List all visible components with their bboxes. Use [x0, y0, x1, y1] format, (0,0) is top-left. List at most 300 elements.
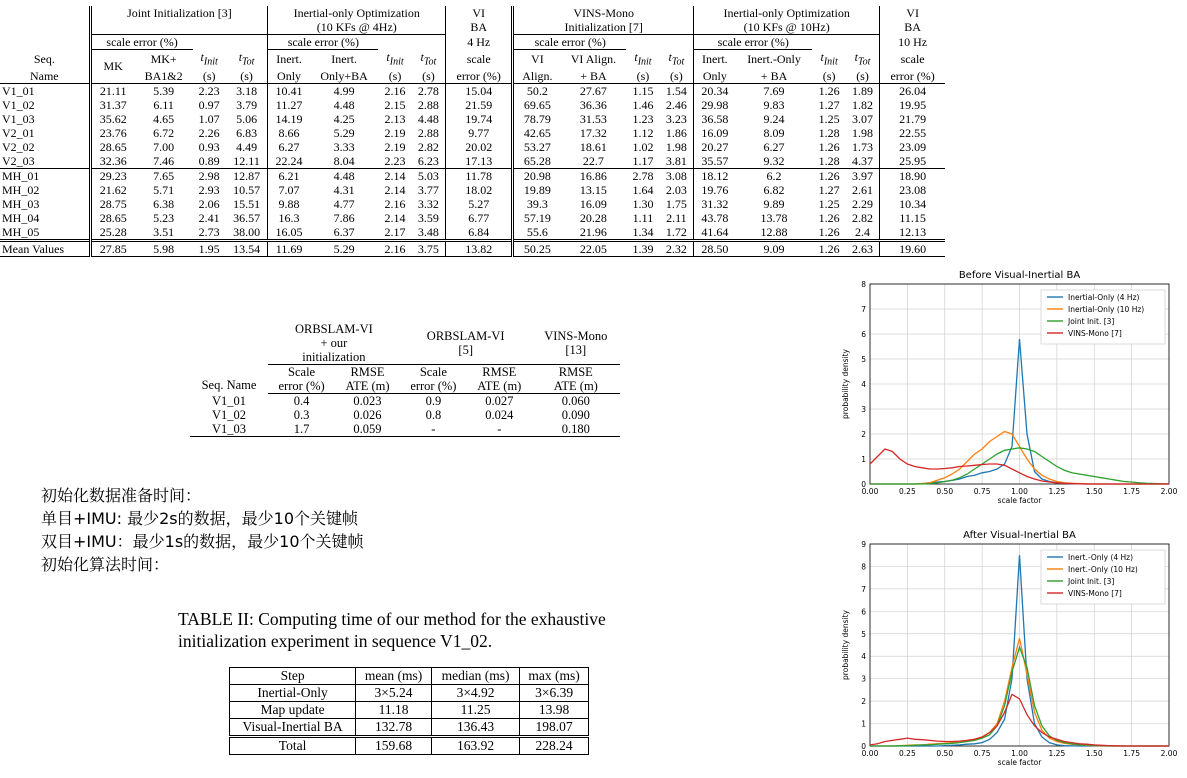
chart-before-ba	[838, 266, 1187, 516]
value-cell: 3.32	[417, 196, 439, 211]
header-cell: max (ms)	[520, 668, 589, 685]
value-cell: 4.48	[417, 111, 439, 126]
table-row	[230, 685, 589, 702]
value-cell: 12.13	[880, 225, 945, 241]
seq-name-cell: MH_01	[0, 168, 90, 183]
value-cell: 0.9	[425, 394, 442, 408]
value-cell: 69.65	[513, 98, 561, 112]
value-cell: 5.27	[446, 197, 513, 211]
value-cell: 6.2	[736, 168, 813, 183]
value-cell: 1.89	[846, 83, 880, 98]
value-cell: 0.026	[353, 408, 382, 422]
value-cell: 9.09	[736, 240, 813, 256]
value-cell: 1.73	[852, 139, 874, 154]
value-cell: 2.41	[198, 210, 220, 225]
x-tick-label: 0.75	[973, 749, 991, 758]
value-cell: 3.77	[417, 182, 439, 197]
y-tick-label: 5	[861, 355, 866, 364]
value-cell: 3.07	[852, 111, 874, 126]
value-cell: 36.36	[579, 97, 607, 112]
value-cell: 9.32	[763, 153, 785, 168]
value-cell: 18.61	[579, 139, 607, 154]
col-mkba-a: MK+	[150, 52, 177, 67]
table-row	[230, 702, 589, 719]
value-cell: 2.14	[384, 182, 406, 197]
hz10-label: 10 Hz	[880, 35, 945, 50]
col-unit: (s)	[626, 69, 659, 84]
seq-name-cell: MH_05	[2, 224, 40, 239]
col-scale-a: Scale	[400, 365, 467, 380]
col-inert-b: Only	[268, 69, 310, 84]
value-cell: 2.15	[384, 97, 406, 112]
value-cell: 42.65	[513, 126, 561, 140]
value-cell: 2.17	[384, 224, 406, 239]
value-cell: 2.73	[198, 224, 220, 239]
value-cell: 27.67	[561, 83, 627, 98]
value-cell: 0.93	[198, 139, 220, 154]
group-vins-13: VINS-Mono [13]	[544, 329, 608, 357]
col-viba-b: + BA	[561, 69, 627, 84]
x-tick-label: 1.75	[1123, 487, 1140, 496]
x-tick-label: 1.00	[1011, 487, 1028, 496]
group-joint-init: Joint Initialization [3]	[90, 6, 268, 20]
value-cell: 5.29	[333, 125, 355, 140]
value-cell: 1.46	[632, 97, 654, 112]
value-cell: 22.55	[880, 126, 945, 140]
table-row	[0, 240, 945, 256]
col-err: error (%)	[446, 69, 513, 84]
value-cell: 2.16	[378, 83, 411, 98]
value-cell: 19.76	[694, 183, 736, 197]
value-cell: 16.09	[579, 196, 607, 211]
value-cell: 7.00	[153, 139, 175, 154]
chart-title: After Visual-Inertial BA	[963, 530, 1076, 541]
value-cell: 2.82	[852, 210, 874, 225]
legend-label: Inertial-Only (10 Hz)	[1068, 305, 1145, 314]
y-tick-label: 3	[861, 405, 866, 414]
value-cell: 32.36	[90, 154, 135, 169]
legend-label: Inertial-Only (4 Hz)	[1068, 293, 1140, 302]
value-cell: 31.32	[694, 197, 736, 211]
table-row	[0, 83, 945, 98]
x-tick-label: 1.75	[1123, 749, 1140, 758]
value-cell: 19.60	[880, 240, 945, 256]
y-tick-label: 6	[861, 330, 866, 339]
x-tick-label: 1.25	[1048, 749, 1066, 758]
value-cell: 1.15	[626, 83, 659, 98]
x-tick-label: 2.00	[1160, 487, 1178, 496]
table-row	[190, 394, 620, 409]
value-cell: 16.05	[268, 225, 310, 241]
legend-label: Joint Init. [3]	[1068, 577, 1115, 586]
seq-name-cell: MH_03	[2, 196, 40, 211]
value-cell: 2.61	[852, 182, 874, 197]
value-cell: 50.2	[513, 83, 561, 98]
value-cell: 1.25	[818, 196, 840, 211]
value-cell: 6.38	[153, 196, 175, 211]
col-inert10ba-b: + BA	[736, 69, 813, 84]
value-cell: 23.08	[880, 183, 945, 197]
caption-line: initialization experiment in sequence V1_02.	[178, 631, 493, 651]
col-tinit: $t_{Init}$	[820, 49, 838, 67]
col-unit: (s)	[226, 69, 268, 84]
value-cell: 2.23	[384, 153, 406, 168]
table-row	[190, 408, 620, 422]
value-cell: 19.74	[446, 112, 513, 126]
x-axis-label: scale factor	[997, 496, 1042, 505]
value-cell: 3.33	[333, 139, 355, 154]
value-cell: -	[400, 422, 467, 437]
value-cell: 2.82	[417, 139, 439, 154]
value-cell: 2.63	[846, 240, 880, 256]
y-tick-label: 7	[861, 305, 866, 314]
value-cell: 2.16	[378, 240, 411, 256]
value-cell: 0.180	[532, 422, 620, 437]
value-cell: 17.32	[579, 125, 607, 140]
value-cell: 9.88	[268, 197, 310, 211]
notes	[41, 484, 364, 576]
seq-name-cell: V2_03	[2, 153, 35, 168]
value-cell: 0.090	[561, 408, 590, 422]
value-cell: 2.16	[384, 196, 406, 211]
value-cell: 2.19	[384, 125, 406, 140]
value-cell: 1.34	[632, 224, 654, 239]
value-cell: 11.69	[268, 240, 310, 256]
col-tinit: $t_{Init}$	[386, 49, 404, 67]
value-cell: 19.89	[513, 183, 561, 197]
value-cell: 6.72	[153, 125, 175, 140]
value-cell: 4.49	[236, 139, 258, 154]
value-cell: 2.4	[855, 224, 871, 239]
value-cell: 3.48	[417, 224, 439, 239]
value-cell: 53.27	[513, 140, 561, 154]
scale-error-label: scale error (%)	[90, 35, 192, 50]
value-cell: 10.57	[233, 182, 261, 197]
value-cell: 22.7	[582, 153, 604, 168]
value-cell: 21.79	[880, 112, 945, 126]
value-cell: 1.07	[198, 111, 220, 126]
value-cell: 1.26	[812, 168, 845, 183]
value-cell: 18.12	[694, 168, 736, 183]
x-tick-label: 0.75	[973, 487, 991, 496]
y-axis-label: probability density	[841, 349, 850, 419]
value-cell: 4.99	[310, 83, 379, 98]
col-inert10ba-a: Inert.-Only	[747, 52, 801, 67]
step-cell: Inertial-Only	[230, 685, 356, 702]
value-cell: 11.27	[268, 98, 310, 112]
note-line: 双目+IMU：最少1s的数据，最少10个关键帧	[41, 532, 364, 551]
value-cell: 2.11	[666, 210, 687, 225]
value-cell: 28.65	[90, 211, 135, 225]
value-cell: 20.98	[513, 168, 561, 183]
seq-name-cell: V2_01	[2, 125, 35, 140]
table-row	[0, 126, 945, 140]
value-cell: 198.07	[520, 719, 589, 737]
value-cell: 136.43	[431, 719, 519, 737]
value-cell: 1.39	[626, 240, 659, 256]
value-cell: 3.79	[236, 97, 258, 112]
col-inertba-a: Inert.	[331, 52, 357, 67]
value-cell: 2.98	[193, 168, 226, 183]
value-cell: 9.89	[763, 196, 785, 211]
x-tick-label: 0.00	[861, 749, 879, 758]
col-rmse-b: ATE (m)	[467, 379, 532, 394]
cell: 159.68	[356, 737, 432, 755]
value-cell: 31.37	[90, 98, 135, 112]
value-cell: 1.11	[632, 210, 654, 225]
value-cell: 4.48	[333, 97, 355, 112]
col-unit: (s)	[378, 69, 411, 84]
value-cell: 1.27	[818, 97, 840, 112]
value-cell: 35.57	[694, 154, 736, 169]
value-cell: 1.98	[665, 139, 687, 154]
x-tick-label: 2.00	[1160, 749, 1178, 758]
value-cell: 65.28	[513, 154, 561, 169]
col-unit: (s)	[812, 69, 845, 84]
group-vins-b: Initialization [7]	[513, 20, 694, 35]
y-tick-label: 5	[861, 629, 866, 639]
table-row	[0, 168, 945, 183]
col-unit: (s)	[660, 69, 694, 84]
group-inertial-4hz-a: Inertial-only Optimization	[268, 6, 446, 20]
value-cell: 1.82	[852, 97, 874, 112]
value-cell: 11.18	[356, 702, 432, 719]
value-cell: 6.11	[153, 97, 174, 112]
ate-table	[190, 322, 620, 437]
value-cell: 1.75	[665, 196, 687, 211]
value-cell: 1.95	[193, 240, 226, 256]
step-cell: Map update	[230, 702, 356, 719]
value-cell: 10.41	[268, 83, 310, 98]
table-row	[0, 98, 945, 112]
y-tick-label: 6	[861, 607, 866, 617]
col-inert-a: Inert.	[268, 50, 310, 69]
value-cell: 9.24	[763, 111, 785, 126]
value-cell: 3.75	[412, 240, 446, 256]
group-orbslam-ours-a: ORBSLAM-VI	[294, 322, 373, 336]
value-cell: 5.23	[153, 210, 175, 225]
value-cell: 3.18	[226, 83, 268, 98]
chart-after-ba	[838, 526, 1187, 778]
value-cell: 1.17	[632, 153, 654, 168]
value-cell: 20.02	[446, 140, 513, 154]
value-cell: 5.71	[153, 182, 175, 197]
y-tick-label: 4	[861, 380, 866, 389]
table-row	[0, 183, 945, 197]
step-cell: Visual-Inertial BA	[230, 719, 356, 737]
col-scale-b: error (%)	[400, 379, 467, 394]
value-cell: 2.88	[417, 97, 439, 112]
value-cell: 38.00	[233, 224, 261, 239]
value-cell: 31.53	[579, 111, 607, 126]
value-cell: 2.88	[417, 125, 439, 140]
cell: Total	[230, 737, 356, 755]
value-cell: 1.98	[852, 125, 874, 140]
value-cell: 0.024	[485, 408, 514, 422]
value-cell: 15.51	[233, 196, 261, 211]
value-cell: 5.98	[135, 240, 193, 256]
value-cell: 0.027	[485, 394, 514, 408]
legend-label: Inert.-Only (10 Hz)	[1068, 565, 1138, 574]
value-cell: 43.78	[694, 211, 736, 225]
value-cell: 13.54	[226, 240, 268, 256]
x-tick-label: 1.50	[1085, 487, 1103, 496]
value-cell: 21.96	[579, 224, 607, 239]
seq-name-cell: V1_02	[2, 97, 35, 112]
seq-name-cell: V1_03	[190, 422, 268, 437]
y-tick-label: 0	[861, 480, 866, 489]
value-cell: 1.26	[812, 240, 845, 256]
value-cell: 9.83	[763, 97, 785, 112]
value-cell: 28.75	[90, 197, 135, 211]
value-cell: 55.6	[513, 225, 561, 241]
col-ttot: $t_{Tot}$	[420, 49, 437, 67]
group-viba10-a: VI	[880, 6, 945, 20]
timing-header-row	[230, 668, 589, 685]
value-cell: 12.88	[760, 224, 788, 239]
value-cell: 25.95	[880, 154, 945, 169]
value-cell: 35.62	[90, 112, 135, 126]
group-inertial-10hz-a: Inertial-only Optimization	[694, 6, 880, 20]
name-label: Name	[0, 69, 90, 84]
value-cell: 11.15	[880, 211, 945, 225]
scale-error-label: scale error (%)	[694, 35, 813, 50]
value-cell: 2.78	[412, 83, 446, 98]
value-cell: 12.87	[226, 168, 268, 183]
value-cell: 18.90	[880, 168, 945, 183]
col-scale-a: Scale	[268, 365, 335, 380]
value-cell: 4.65	[153, 111, 175, 126]
col-unit: (s)	[846, 69, 880, 84]
header-cell: median (ms)	[431, 668, 519, 685]
value-cell: 27.85	[90, 240, 135, 256]
value-cell: 21.59	[446, 98, 513, 112]
value-cell: 23.09	[880, 140, 945, 154]
value-cell: 2.13	[384, 111, 406, 126]
value-cell: 6.84	[446, 225, 513, 241]
value-cell: 23.76	[90, 126, 135, 140]
value-cell: 0.8	[425, 408, 442, 422]
value-cell: 6.83	[236, 125, 258, 140]
col-unit: (s)	[193, 69, 226, 84]
value-cell: 5.06	[236, 111, 258, 126]
value-cell: 15.04	[446, 83, 513, 98]
value-cell: 2.26	[198, 125, 220, 140]
col-tinit: $t_{Init}$	[634, 49, 652, 67]
x-tick-label: 0.00	[861, 487, 879, 496]
value-cell: 18.02	[446, 183, 513, 197]
table-row	[0, 140, 945, 154]
timing-total-row	[230, 737, 589, 755]
value-cell: 1.12	[632, 125, 654, 140]
value-cell: 6.77	[446, 211, 513, 225]
y-tick-label: 2	[861, 430, 866, 439]
ate-table-body	[190, 394, 620, 437]
value-cell: 20.28	[579, 210, 607, 225]
y-tick-label: 3	[861, 674, 866, 684]
value-cell: 22.24	[268, 154, 310, 169]
col-rmse-a: RMSE	[467, 365, 532, 380]
value-cell: 3.08	[660, 168, 694, 183]
value-cell: 13.78	[760, 210, 788, 225]
value-cell: 39.3	[513, 197, 561, 211]
value-cell: 17.13	[446, 154, 513, 169]
caption-line: TABLE II: Computing time of our method for the exhaustive	[178, 609, 606, 629]
value-cell: 1.25	[818, 111, 840, 126]
header-cell: Step	[230, 668, 356, 685]
value-cell: 6.82	[763, 182, 785, 197]
value-cell: 4.31	[333, 182, 355, 197]
group-orbslam-ours-c: initialization	[268, 350, 400, 365]
value-cell: 16.3	[268, 211, 310, 225]
value-cell: 2.93	[198, 182, 220, 197]
col-ttot: $t_{Tot}$	[238, 49, 255, 67]
value-cell: 78.79	[513, 112, 561, 126]
col-ttot: $t_{Tot}$	[854, 49, 871, 67]
value-cell: 9.77	[446, 126, 513, 140]
seq-name-header: Seq. Name	[201, 377, 257, 392]
value-cell: 2.14	[378, 168, 411, 183]
table-row	[230, 719, 589, 737]
value-cell: 8.04	[333, 153, 355, 168]
group-inertial-10hz-b: (10 KFs @ 10Hz)	[694, 20, 880, 35]
value-cell: 5.29	[310, 240, 379, 256]
col-rmse-b: ATE (m)	[532, 379, 620, 394]
value-cell: 22.05	[561, 240, 627, 256]
group-inertial-4hz-b: (10 KFs @ 4Hz)	[268, 20, 446, 35]
value-cell: 28.50	[694, 240, 736, 256]
x-tick-label: 1.50	[1085, 749, 1103, 758]
value-cell: 132.78	[356, 719, 432, 737]
value-cell: 16.09	[694, 126, 736, 140]
value-cell: 11.78	[446, 168, 513, 183]
value-cell: 1.30	[632, 196, 654, 211]
table-row	[190, 422, 620, 437]
cell: 163.92	[431, 737, 519, 755]
value-cell: -	[467, 422, 532, 437]
value-cell: 0.3	[293, 408, 310, 422]
value-cell: 3.59	[417, 210, 439, 225]
value-cell: 29.98	[694, 98, 736, 112]
value-cell: 13.82	[446, 240, 513, 256]
col-inert-a: Inert.	[694, 50, 736, 69]
seq-name-cell: V1_03	[2, 111, 35, 126]
table-row	[0, 112, 945, 126]
value-cell: 21.11	[90, 83, 135, 98]
value-cell: 4.25	[333, 111, 355, 126]
value-cell: 4.48	[310, 168, 379, 183]
value-cell: 3×5.24	[356, 685, 432, 702]
legend-label: VINS-Mono [7]	[1068, 329, 1122, 338]
y-tick-label: 8	[861, 562, 866, 572]
x-tick-label: 1.25	[1048, 487, 1066, 496]
y-tick-label: 8	[861, 280, 866, 289]
col-rmse-b: ATE (m)	[335, 379, 400, 394]
cell: 228.24	[520, 737, 589, 755]
value-cell: 1.26	[818, 224, 840, 239]
note-line: 初始化数据准备时间：	[41, 486, 202, 505]
value-cell: 2.03	[665, 182, 687, 197]
value-cell: 6.37	[333, 224, 355, 239]
value-cell: 4.77	[333, 196, 355, 211]
value-cell: 11.25	[431, 702, 519, 719]
timing-table	[229, 667, 589, 755]
seq-label: Seq.	[33, 52, 55, 67]
value-cell: 29.23	[90, 168, 135, 183]
value-cell: 3.81	[665, 153, 687, 168]
value-cell: 1.26	[818, 210, 840, 225]
col-rmse-a: RMSE	[335, 365, 400, 380]
